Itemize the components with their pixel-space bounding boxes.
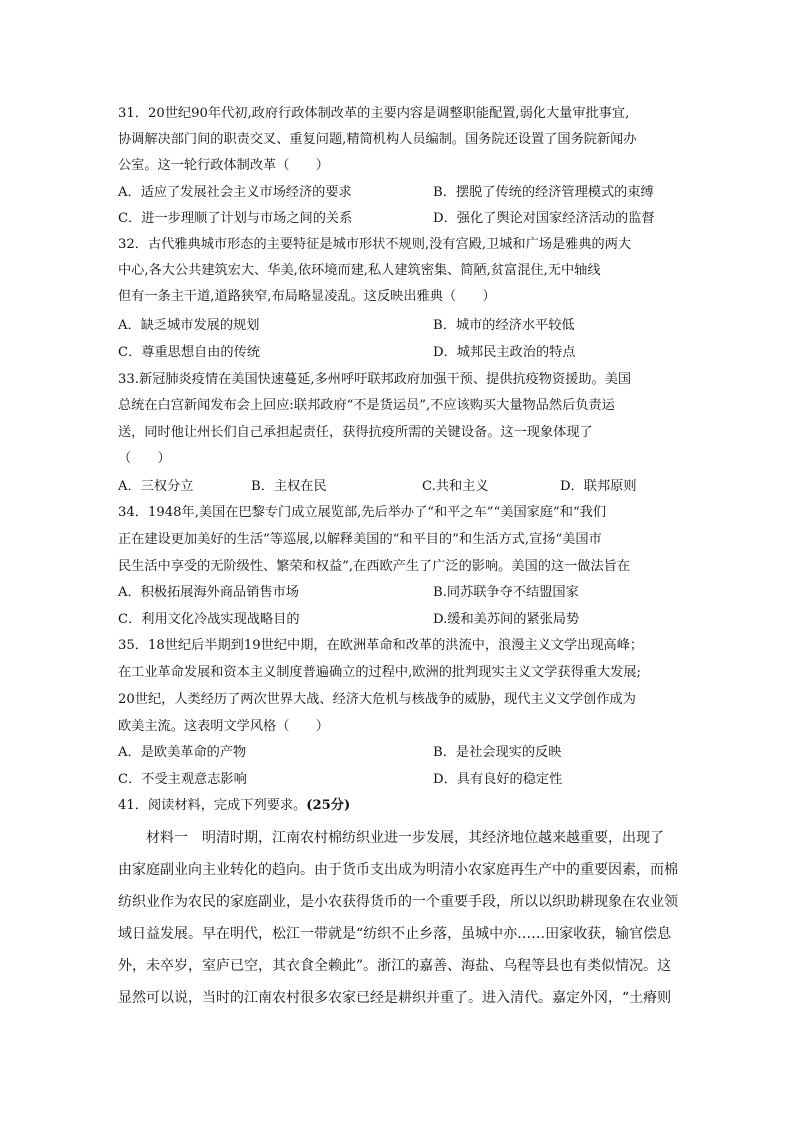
q41-score: (25分) <box>306 798 351 813</box>
q32-stem-line-2: 中心,各大公共建筑宏大、华美,依环境而建,私人建筑密集、简陋,贫富混住,无中轴线 <box>118 263 601 278</box>
q35-option-c: C．不受主观意志影响 <box>118 772 247 787</box>
q31-option-d: D．强化了舆论对国家经济活动的监督 <box>433 211 655 226</box>
q33-stem-line-3: 送，同时他让州长们自己承担起责任，获得抗疫所需的关键设备。这一现象体现了 <box>118 425 593 440</box>
q34-stem-line-3: 民生活中享受的无阶级性、繁荣和权益”,在西欧产生了广泛的影响。美国的这一做法旨在 <box>118 559 631 574</box>
q34-option-b: B.同苏联争夺不结盟国家 <box>433 585 579 600</box>
q34-option-d: D.缓和美苏间的紧张局势 <box>433 612 580 627</box>
q32-option-b: B．城市的经济水平较低 <box>433 318 575 333</box>
q41-material-line-4: 域日益发展。早在明代，松江一带就是“纺织不止乡落，虽城中亦……田家收获，输官偿息 <box>118 926 672 942</box>
q34-stem-line-1: 34．1948年,美国在巴黎专门成立展览部,先后举办了“和平之车”“美国家庭”和“我们 <box>118 505 607 520</box>
q41-material-line-6: 显然可以说，当时的江南农村很多农家已经是耕织并重了。进入清代。嘉定外冈，“土瘠则 <box>118 990 672 1006</box>
q32-stem-line-1: 32．古代雅典城市形态的主要特征是城市形状不规则,没有宫殿,卫城和广场是雅典的两大 <box>118 237 632 252</box>
q41-heading <box>118 793 678 819</box>
q31-stem-line-3: 公室。这一轮行政体制改革（ ） <box>118 158 329 173</box>
q33-option-c: C.共和主义 <box>422 479 489 494</box>
q35-option-d: D．具有良好的稳定性 <box>433 772 563 787</box>
q31-stem-line-2: 协调解决部门间的职责交叉、重复问题,精简机构人员编制。国务院还设置了国务院新闻办 <box>118 132 637 147</box>
q32-stem-line-3: 但有一条主干道,道路狭窄,布局略显凌乱。这反映出雅典（ ） <box>118 289 496 304</box>
q33-stem-line-2: 总统在白宫新闻发布会上回应:联邦政府“不是货运员”,不应该购买大量物品然后负责运 <box>118 398 615 413</box>
q33-stem-line-1: 33.新冠肺炎疫情在美国快速蔓延,多州呼吁联邦政府加强干预、提供抗疫物资援助。美国 <box>118 372 632 387</box>
q34-option-a: A．积极拓展海外商品销售市场 <box>118 585 299 600</box>
q41-material-line-3: 纺织业作为农民的家庭副业，是小农获得货币的一个重要手段，所以以织助耕现象在农业领 <box>118 894 678 910</box>
q32-option-d: D．城邦民主政治的特点 <box>433 345 576 360</box>
q35-stem-line-1: 35．18世纪后半期到19世纪中期，在欧洲革命和改革的洪流中，浪漫主义文学出现高峰； <box>118 638 644 653</box>
q34-option-c: C．利用文化冷战实现战略目的 <box>118 612 300 627</box>
q32-option-a: A．缺乏城市发展的规划 <box>118 318 260 333</box>
q34-stem-line-2: 正在建设更加美好的生活”等巡展,以解释美国的“和平目的”和生活方式,宣扬“美国市 <box>118 532 602 547</box>
q33-option-a: A．三权分立 <box>118 479 194 494</box>
q33-option-b: B．主权在民 <box>251 479 327 494</box>
q35-stem-line-4: 欧美主流。这表明文学风格（ ） <box>118 719 329 734</box>
q41-material-line-5: 外，未卒岁，室庐已空，其衣食全赖此”。浙江的嘉善、海盐、乌程等县也有类似情况。这 <box>118 958 672 974</box>
q33-stem-line-4: （ ） <box>118 451 171 466</box>
q32-option-c: C．尊重思想自由的传统 <box>118 345 260 360</box>
q35-stem-line-3: 20世纪，人类经历了两次世界大战、经济大危机与核战争的威胁，现代主义文学创作成为 <box>118 692 636 707</box>
q31-option-c: C．进一步理顺了计划与市场之间的关系 <box>118 211 353 226</box>
q33-option-d: D．联邦原则 <box>560 479 637 494</box>
q35-option-a: A．是欧美革命的产物 <box>118 745 247 760</box>
q35-stem-line-2: 在工业革命发展和资本主义制度普遍确立的过程中,欧洲的批判现实主义文学获得重大发展; <box>118 665 641 680</box>
q41-title: 41．阅读材料，完成下列要求。 <box>118 798 307 813</box>
q31-option-b: B．摆脱了传统的经济管理模式的束缚 <box>433 185 654 200</box>
q41-material-line-1: 材料一 明清时期，江南农村棉纺织业进一步发展，其经济地位越来越重要，出现了 <box>118 830 664 846</box>
q31-option-a: A．适应了发展社会主义市场经济的要求 <box>118 185 352 200</box>
q31-stem-line-1: 31．20世纪90年代初,政府行政体制改革的主要内容是调整职能配置,弱化大量审批事宜, <box>118 106 630 121</box>
q41-material-line-2: 由家庭副业向主业转化的趋向。由于货币支出成为明清小农家庭再生产中的重要因素，而棉 <box>118 862 678 878</box>
q35-option-b: B．是社会现实的反映 <box>433 745 562 760</box>
